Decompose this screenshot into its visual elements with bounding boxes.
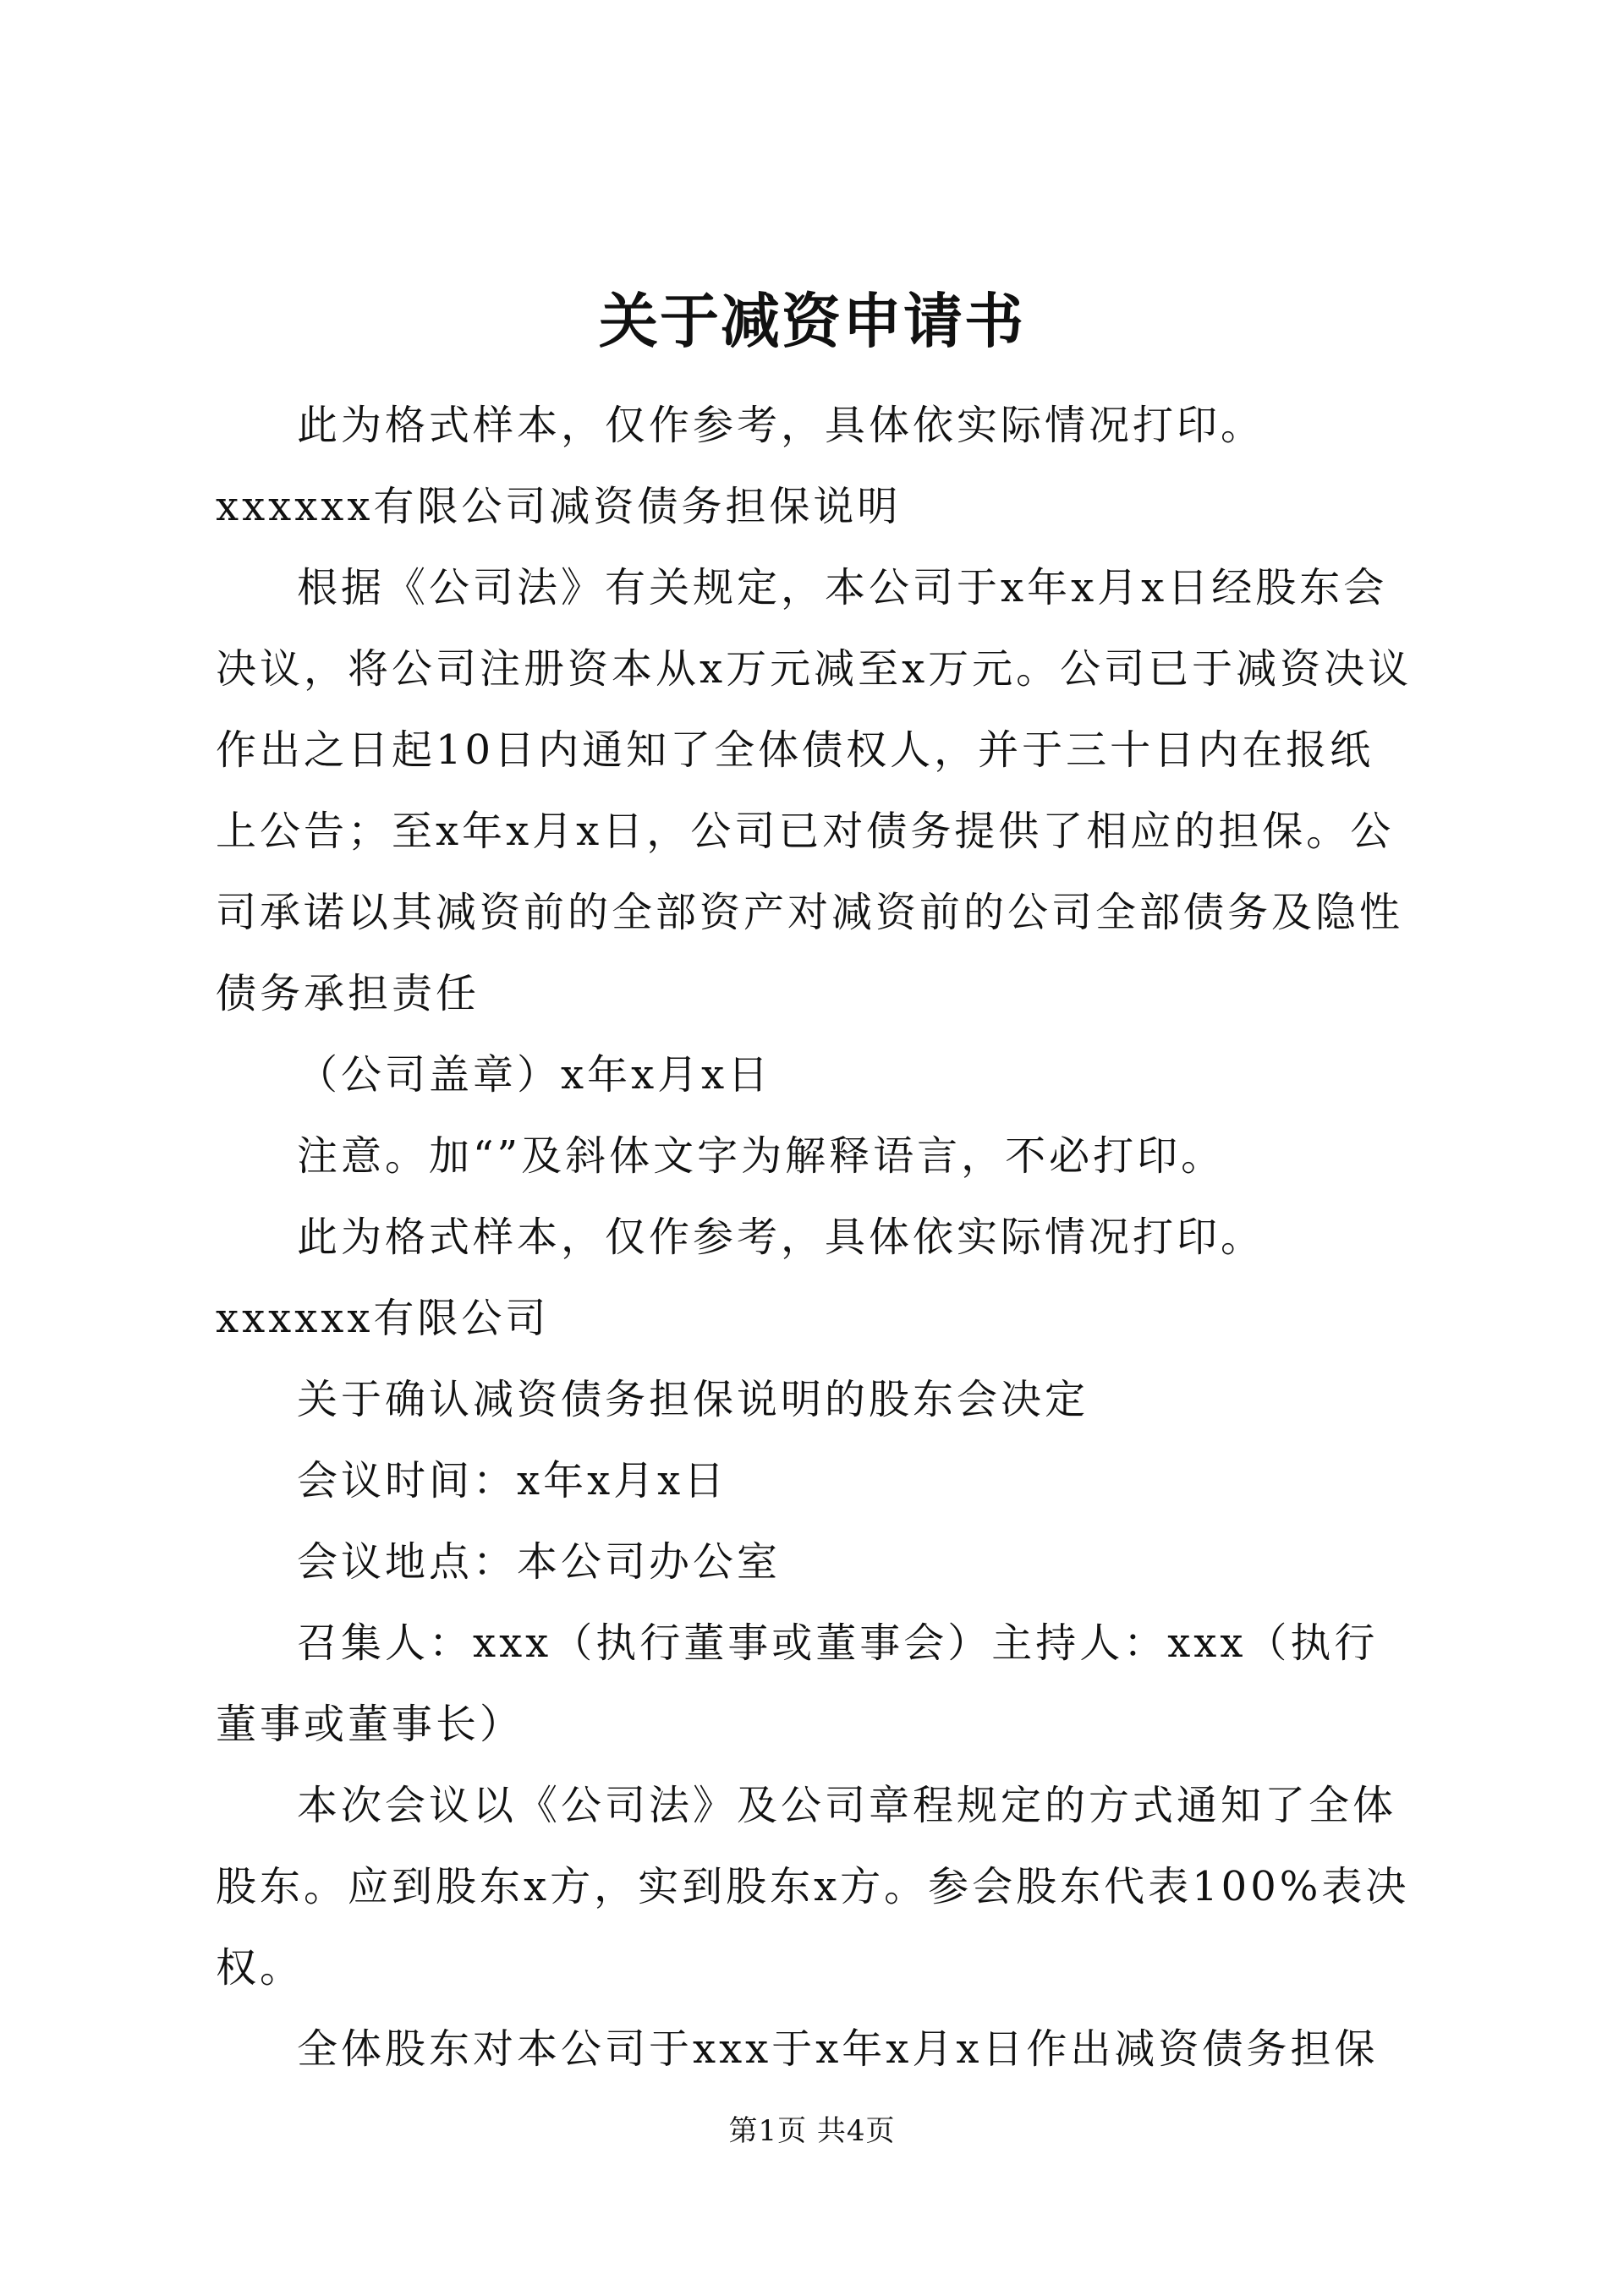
paragraph-convener-host: 召集人：xxx（执行董事或董事会）主持人：xxx（执行董事或董事长） <box>216 1619 1379 1748</box>
document-body <box>216 385 1417 2090</box>
document-title: 关于减资申请书 <box>599 286 1025 356</box>
paragraph-note: 注意。加“”及斜体文字为解释语言，不必打印。 <box>297 1132 1226 1180</box>
paragraph-resolution-title: 关于确认减资债务担保说明的股东会决定 <box>297 1376 1089 1423</box>
paragraph-meeting-location: 会议地点：本公司办公室 <box>297 1538 782 1586</box>
paragraph-intro-1: 此为格式样本，仅作参考，具体依实际情况打印。xxxxxx有限公司减资债务担保说明 <box>216 402 1265 530</box>
paragraph-company-seal-date: （公司盖章）x年x月x日 <box>297 1051 772 1099</box>
paragraph-meeting-time: 会议时间：x年x月x日 <box>297 1457 728 1504</box>
page-footer: 第1页 共4页 <box>728 2114 896 2148</box>
paragraph-intro-2: 此为格式样本，仅作参考，具体依实际情况打印。xxxxxx有限公司 <box>216 1214 1265 1342</box>
paragraph-legal-basis: 根据《公司法》有关规定，本公司于x年x月x日经股东会决议，将公司注册资本从x万元减至x万元。公司已于减资决议作出之日起10日内通知了全体债权人，并于三十日内在报纸上公告；至x年x月x日，公司已对债务提供了相应的担保。公司承诺以其减资前的全部资产对减资前的公司全部债务及隐性债务承担责任 <box>216 564 1413 1017</box>
paragraph-shareholders-decision: 全体股东对本公司于xxx于x年x月x日作出减资债务担保 <box>297 2025 1379 2073</box>
paragraph-attendance: 本次会议以《公司法》及公司章程规定的方式通知了全体股东。应到股东x方，实到股东x方。参会股东代表100%表决权。 <box>216 1782 1410 1992</box>
